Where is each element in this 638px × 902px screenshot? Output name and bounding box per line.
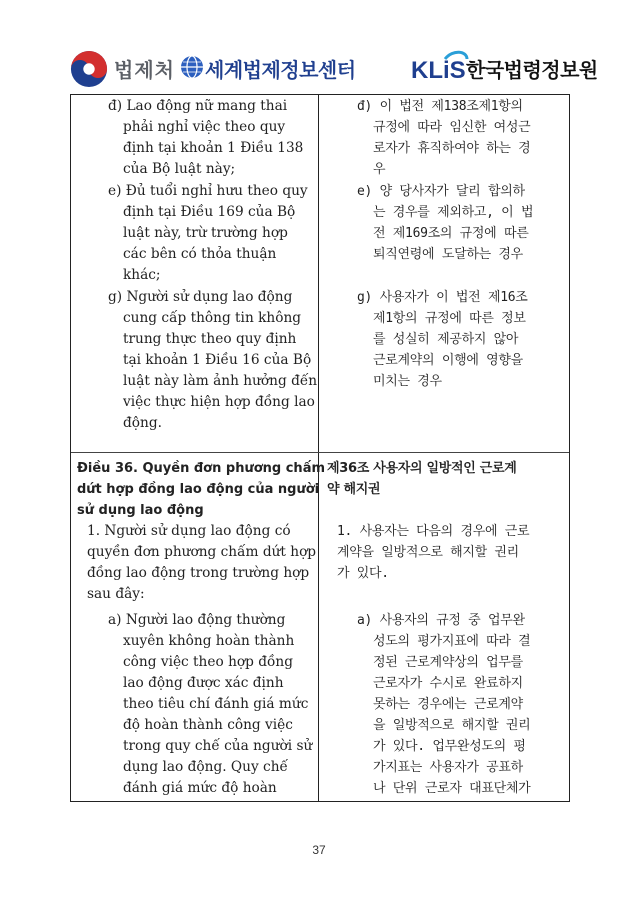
ko-item-a-line: 을 일방적으로 해지할 권리 [373,718,531,733]
center-name: 세계법제정보센터 [205,58,356,82]
ko-item-d-line: 로자가 휴직하여야 하는 경 [373,141,531,156]
vi-item-a-line: a) Người lao động thường [108,612,286,628]
vi-item-d-line: phải nghỉ việc theo quy [123,119,286,135]
vi-item-a-line: lao động được xác định [123,675,284,691]
svg-text:KLiS: KLiS [411,57,466,83]
vi-item-g-line: động. [123,415,162,431]
vi-clause-1-line: quyền đơn phương chấm dứt hợp [87,544,317,560]
ko-item-g-line: 미치는 경우 [373,374,442,389]
ko-item-g-line: g) 사용자가 이 법전 제16조 [357,290,528,305]
globe-icon [180,55,204,79]
ko-item-a-line: 못하는 경우에는 근로계약 [373,697,523,712]
vi-item-g-line: cung cấp thông tin không [123,310,302,326]
ko-item-d-line: đ) 이 법전 제138조제1항의 [357,99,523,114]
vi-article-title-line: sử dụng lao động [77,503,204,518]
ko-item-e-line: 퇴직연령에 도달하는 경우 [373,247,523,262]
vi-item-a-line: xuyên không hoàn thành [123,633,295,649]
ko-item-a-line: 근로자가 수시로 완료하지 [373,676,523,691]
vi-item-d-line: đ) Lao động nữ mang thai [108,98,288,114]
ko-clause-1-line: 계약을 일방적으로 해지할 권리 [337,545,519,560]
ko-item-e-line: 는 경우를 제외하고, 이 법 [373,205,534,220]
ko-item-g-line: 제1항의 규정에 따른 정보 [373,311,526,326]
vi-item-a-line: công việc theo hợp đồng [123,654,293,670]
ko-item-a-line: 가 있다. 업무완성도의 평 [373,739,526,754]
ko-item-e-line: 전 제169조의 규정에 따른 [373,226,529,241]
ko-item-a-line: 성도의 평가지표에 따라 결 [373,634,531,649]
klri-logo [409,49,469,83]
ko-item-a-line: 가지표는 사용자가 공표하 [373,760,523,775]
klri-name: 한국법령정보원 [466,58,598,82]
vi-item-a-line: trong quy chế của người sử [123,738,313,754]
vi-item-a-line: độ hoàn thành công việc [123,717,293,733]
vi-clause-1-line: sau đây: [87,586,145,602]
ko-clause-1-line: 1. 사용자는 다음의 경우에 근로 [337,524,530,539]
ko-article-title-line: 제36조 사용자의 일방적인 근로계 [327,461,517,476]
column-divider [318,95,319,801]
ko-item-e-line: e) 양 당사자가 달리 합의하 [357,184,525,199]
ko-article-title-line: 약 해지권 [327,482,381,497]
vi-item-e-line: các bên có thỏa thuận [123,246,277,262]
ko-item-g-line: 를 성실히 제공하지 않아 [373,332,519,347]
vi-item-e-line: e) Đủ tuổi nghỉ hưu theo quy [108,183,308,199]
ko-item-d-line: 규정에 따라 임신한 여성근 [373,120,531,135]
vi-item-g-line: việc thực hiện hợp đồng lao [123,394,315,410]
vi-item-e-line: khác; [123,267,161,283]
vi-item-g-line: trung thực theo quy định [123,331,297,347]
vi-clause-1-line: đồng lao động trong trường hợp [87,565,310,581]
vi-article-title-line: dứt hợp đồng lao động của người [77,482,320,497]
ko-item-d-line: 우 [373,162,386,177]
row-divider [71,452,569,453]
vi-item-d-line: định tại khoản 1 Điều 138 [123,140,304,156]
taegeuk-emblem-icon [70,50,108,88]
ko-item-g-line: 근로계약의 이행에 영향을 [373,353,523,368]
vi-item-e-line: luật này, trừ trường hợp [123,225,288,241]
translation-table [70,94,570,802]
vi-item-a-line: theo tiêu chí đánh giá mức [123,696,309,712]
vi-article-title-line: Điều 36. Quyền đơn phương chấm [77,461,326,476]
vi-item-d-line: của Bộ luật này; [123,161,236,177]
vi-item-a-line: đánh giá mức độ hoàn [123,780,277,796]
vi-clause-1-line: 1. Người sử dụng lao động có [87,523,291,539]
vi-item-g-line: g) Người sử dụng lao động [108,289,293,305]
vi-item-a-line: dụng lao động. Quy chế [123,759,288,775]
ko-item-a-line: 나 단위 근로자 대표단체가 [373,781,531,796]
ko-clause-1-line: 가 있다. [337,566,389,581]
vi-item-g-line: luật này làm ảnh hưởng đến [123,373,318,389]
ministry-name: 법제처 [114,58,175,82]
ko-item-a-line: a) 사용자의 규정 중 업무완 [357,613,525,628]
vi-item-g-line: tại khoản 1 Điều 16 của Bộ [123,352,312,368]
page-number: 37 [312,843,326,857]
vi-item-e-line: định tại Điều 169 của Bộ [123,204,296,220]
page-header [0,0,638,95]
ko-item-a-line: 정된 근로계약상의 업무를 [373,655,523,670]
